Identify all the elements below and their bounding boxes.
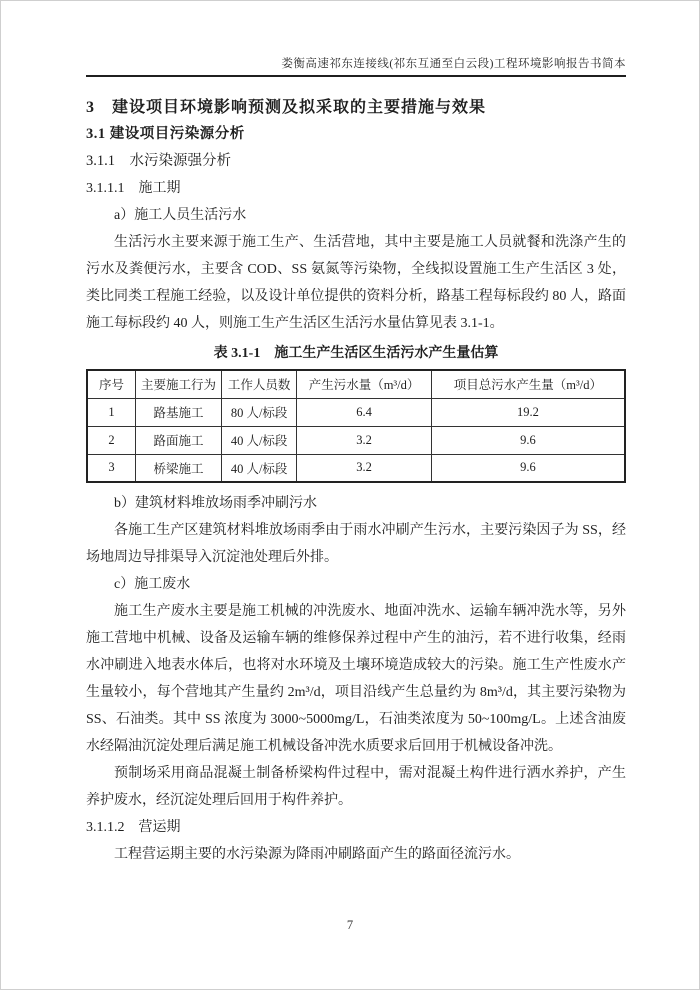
table-cell: 路面施工: [135, 426, 221, 454]
page-number: 7: [346, 918, 354, 932]
table-cell: 路基施工: [135, 398, 221, 426]
table-cell: 3.2: [297, 454, 432, 482]
table-header-cell: 主要施工行为: [135, 370, 221, 398]
table-cell: 19.2: [431, 398, 625, 426]
heading-operation-period: 3.1.1.2 营运期: [86, 820, 181, 835]
sewage-table: [86, 369, 626, 483]
table-cell: 40 人/标段: [221, 454, 296, 482]
running-header: 娄衡高速祁东连接线(祁东互通至白云段)工程环境影响报告书简本: [86, 55, 626, 77]
paragraph-precast-curing: 预制场采用商品混凝土制备桥梁构件过程中，需对混凝土构件进行洒水养护，产生养护废水，经沉淀处理后回用于构件养护。: [86, 766, 626, 808]
table-cell: 80 人/标段: [221, 398, 296, 426]
item-c-label: c）施工废水: [114, 577, 191, 592]
page-content: [86, 89, 626, 868]
table-cell: 1: [87, 398, 135, 426]
item-b-label: b）建筑材料堆放场雨季冲刷污水: [114, 496, 317, 511]
paragraph-material-runoff: 各施工生产区建筑材料堆放场雨季由于雨水冲刷产生污水，主要污染因子为 SS，经场地周边导排渠导入沉淀池处理后外排。: [86, 523, 626, 565]
table-cell: 40 人/标段: [221, 426, 296, 454]
table-header-cell: 产生污水量（m³/d）: [297, 370, 432, 398]
table-row: [87, 454, 625, 482]
paragraph-domestic-sewage: 生活污水主要来源于施工生产、生活营地，其中主要是施工人员就餐和洗涤产生的污水及粪便污水，主要含 COD、SS 氨氮等污染物，全线拟设置施工生产生活区 3 处，类比同类工程施工经验，以及设计单位提供的资料分析，路基工程每标段约 80 人，路面施工每标段约 40 人，则施工生产生活区生活污水量估算见表 3.1-1。: [86, 235, 626, 331]
item-a-label: a）施工人员生活污水: [114, 208, 247, 223]
table-cell: 6.4: [297, 398, 432, 426]
table-cell: 2: [87, 426, 135, 454]
heading-construction-period: 3.1.1.1 施工期: [86, 181, 181, 196]
heading-chapter: 3 建设项目环境影响预测及拟采取的主要措施与效果: [86, 99, 487, 116]
table-header-cell: 工作人员数: [221, 370, 296, 398]
table-cell: 9.6: [431, 454, 625, 482]
table-cell: 3: [87, 454, 135, 482]
paragraph-construction-wastewater: 施工生产废水主要是施工机械的冲洗废水、地面冲洗水、运输车辆冲洗水等，另外施工营地中机械、设备及运输车辆的维修保养过程中产生的油污，若不进行收集，经雨水冲刷进入地表水体后，也将对水环境及土壤环境造成较大的污染。施工生产性废水产生量较小，每个营地其产生量约 2m³/d，项目沿线产生总量约为 8m³/d，其主要污染物为 SS、石油类。其中 SS 浓度为 3000~5000mg/L，石油类浓度为 50~100mg/L。上述含油废水经隔油沉淀处理后满足施工机械设备冲洗水质要求后回用于机械设备冲洗。: [86, 604, 626, 754]
table-row: [87, 398, 625, 426]
table-cell: 9.6: [431, 426, 625, 454]
paragraph-operation-runoff: 工程营运期主要的水污染源为降雨冲刷路面产生的路面径流污水。: [114, 847, 520, 862]
table-header-row: [87, 370, 625, 398]
heading-section: 3.1 建设项目污染源分析: [86, 126, 245, 142]
table-title: 表 3.1-1 施工生产生活区生活污水产生量估算: [213, 346, 499, 361]
table-header-cell: 项目总污水产生量（m³/d）: [431, 370, 625, 398]
table-row: [87, 426, 625, 454]
heading-subsection: 3.1.1 水污染源强分析: [86, 153, 231, 169]
table-cell: 桥梁施工: [135, 454, 221, 482]
table-header-cell: 序号: [87, 370, 135, 398]
table-cell: 3.2: [297, 426, 432, 454]
